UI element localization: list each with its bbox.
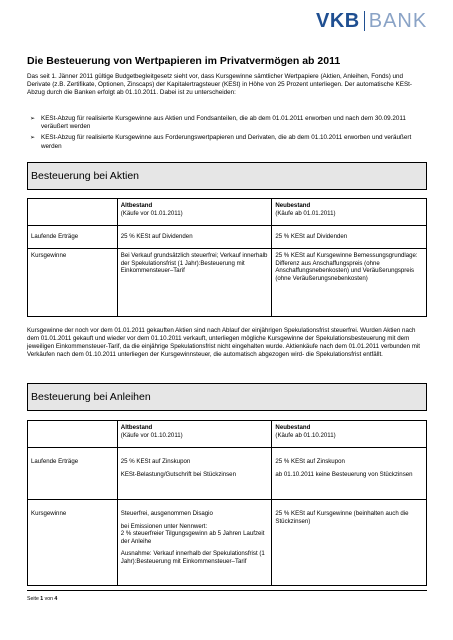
table-cell: Bei Verkauf grundsätzlich steuerfrei; Verkauf innerhalb der Spekulationsfrist (1 Jahr):Besteuerung mit Einkommensteuer–Tarif [117,249,272,317]
footer-total-pages: 4 [54,596,58,602]
column-title: Altbestand [120,424,153,431]
intro-paragraph: Das seit 1. Jänner 2011 gültige Budgetbegleitgesetz sieht vor, dass Kursgewinne sämtlicher Wertpapiere (Aktien, Anleihen, Fonds) und Derivate (z.B. Zertifikate, Optionen, Zinscaps) der Kapitalertragsteuer (KESt) in Höhe von 25 Prozent unterliegen. Der automatische KESt-Abzug durch die Banken erfolgt ab 01.10.2011. Dabei ist zu unterscheiden: [27,73,412,97]
cell-line: 2 % steuerfreier Tilgungsgewinn ab 5 Jahren Laufzeit der Anleihe [120,530,265,545]
footer-divider [27,590,427,591]
anleihen-table [27,420,427,586]
bullet-list [27,115,427,154]
cell-line: ab 01.10.2011 keine Besteuerung von Stückzinsen [275,470,413,478]
table-row [28,448,427,500]
arrow-bullet-icon: ➢ [30,116,36,122]
cell-line: 25 % KESt auf Zinskupon [120,458,191,465]
column-subtitle: (Käufe ab 01.10.2011) [275,431,336,439]
table-cell [117,500,272,586]
column-subtitle: (Käufe ab 01.01.2011) [275,209,336,217]
cell-line: 25 % KESt auf Zinskupon [275,458,345,465]
section-heading-aktien: Besteuerung bei Aktien [27,162,427,190]
table-cell [272,448,427,500]
table-cell [272,500,427,586]
table-cell: 25 % KESt auf Dividenden [117,226,272,249]
arrow-bullet-icon: ➢ [30,135,36,142]
table-cell [28,199,118,226]
table-header-cell [117,421,272,448]
page-footer [27,596,57,602]
footer-prefix: Seite [27,596,41,602]
column-title: Altbestand [120,202,153,209]
table-cell [117,448,272,500]
table-header-cell [272,421,427,448]
row-label: Laufende Erträge [28,226,118,249]
column-subtitle: (Käufe vor 01.01.2011) [120,209,183,217]
table-row [28,500,427,586]
cell-line: bei Emissionen unter Nennwert: [120,522,208,530]
list-item [27,115,427,131]
page-title: Die Besteuerung von Wertpapieren im Privatvermögen ab 2011 [27,55,341,67]
logo-bank: BANK [368,9,428,32]
row-label: Laufende Erträge [28,448,118,500]
logo-divider [364,11,365,31]
footer-page-number: 1 [40,596,44,602]
cell-line: 25 % KESt auf Kursgewinne (beinhalten auch die Stückzinsen) [275,510,409,525]
table-cell [28,421,118,448]
logo-brand: VKB [316,9,360,32]
vkb-bank-logo [316,10,427,32]
cell-line: Ausnahme: Verkauf innerhalb der Spekulationsfrist (1 Jahr):Besteuerung mit Einkommensteuer–Tarif [120,550,265,565]
footer-middle: von [43,596,55,602]
table-cell: 25 % KESt auf Dividenden [272,226,427,249]
table-cell: 25 % KESt auf Kursgewinne Bemessungsgrundlage: Differenz aus Anschaffungspreis (ohne Anschaffungsnebenkosten) und Veräußerungspreis (ohne Veräußerungsnebenkosten) [272,249,427,317]
aktien-table [27,198,427,317]
table-header-cell [272,199,427,226]
aktien-note: Kursgewinne der noch vor dem 01.01.2011 gekauften Aktien sind nach Ablauf der einjährigen Spekulationsfrist steuerfrei. Wurden Aktien nach dem 01.01.2011 gekauft und wieder vor dem 01.10.2011 verkauft, unterliegen mögliche Kursgewinne der Spekulationsbesteuerung mit dem jeweiligen Einkommensteuer-Tarif, da die einjährige Spekulationsfrist nicht eingehalten wurde. Aktienkäufe nach dem 01.01.2011 verbunden mit Verkäufen nach dem 01.10.2011 unterliegen der Kursgewinnsteuer, die automatisch abgezogen wird- die Spekulationsfrist entfällt. [27,327,421,358]
cell-line: KESt-Belastung/Gutschrift bei Stückzinsen [120,470,236,478]
column-title: Neubestand [275,202,311,209]
row-label: Kursgewinne [28,500,118,586]
table-row [28,421,427,448]
row-label: Kursgewinne [28,249,118,317]
bullet-text: KESt-Abzug für realisierte Kursgewinne aus Forderungswertpapieren und Derivaten, die ab dem 01.10.2011 erworben und veräußert werden [41,134,412,150]
list-item [27,134,427,150]
column-title: Neubestand [275,424,311,431]
table-row [28,249,427,317]
cell-line: Steuerfrei, ausgenommen Disagio [120,510,213,517]
bullet-text: KESt-Abzug für realisierte Kursgewinne aus Aktien und Fondsanteilen, die ab dem 01.01.2011 erworben und nach dem 30.09.2011 veräußert werden [41,115,406,131]
column-subtitle: (Käufe vor 01.10.2011) [120,431,183,439]
section-heading-anleihen: Besteuerung bei Anleihen [27,383,427,411]
table-row [28,199,427,226]
table-row [28,226,427,249]
table-header-cell [117,199,272,226]
